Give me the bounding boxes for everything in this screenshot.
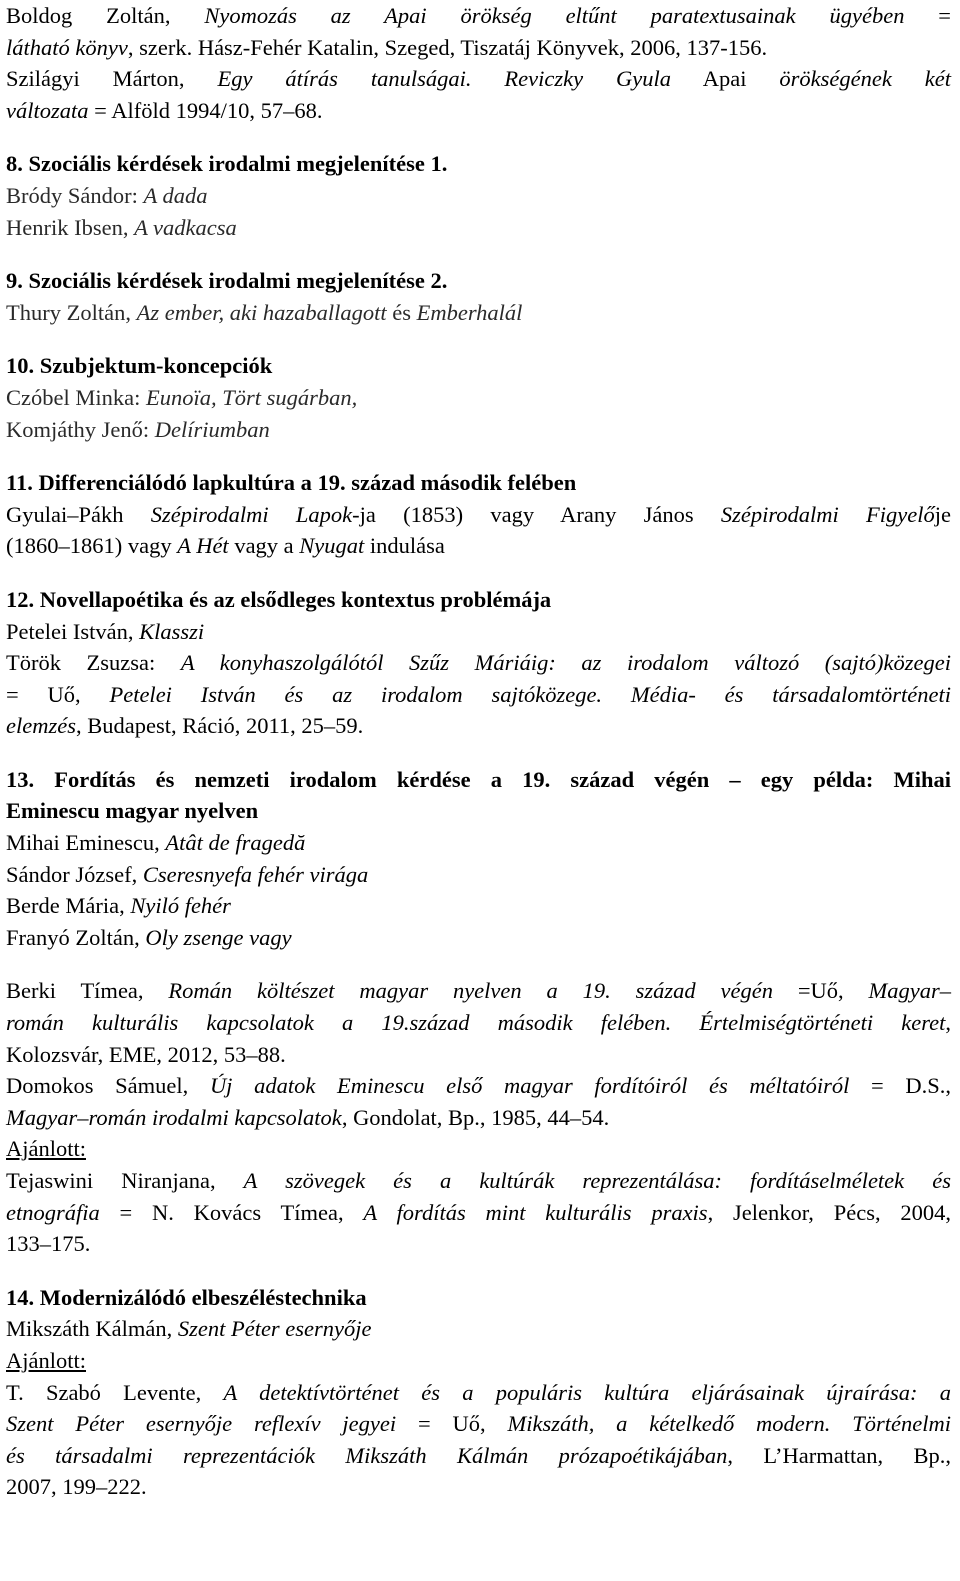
text: Gyulai–Pákh bbox=[6, 501, 151, 527]
author: Mikszáth Kálmán, bbox=[6, 1316, 178, 1342]
section-heading: 10. Szubjektum-koncepciók bbox=[6, 353, 273, 379]
reading-item bbox=[6, 530, 951, 562]
work-title: román kulturális kapcsolatok a 19.század második felében. Értelmiségtörténeti keret bbox=[6, 1010, 946, 1036]
work-title: Magyar–román irodalmi kapcsolatok bbox=[6, 1104, 342, 1130]
reference-line bbox=[6, 1440, 951, 1472]
text: és bbox=[386, 299, 417, 325]
author: Czóbel Minka: bbox=[6, 384, 146, 410]
work-title: Mikszáth, a kételkedő modern. Történelmi bbox=[507, 1411, 951, 1437]
reading-item bbox=[6, 382, 951, 414]
reference-line bbox=[6, 1228, 951, 1260]
work-title: elemzés bbox=[6, 713, 76, 739]
author: T. Szabó Levente, bbox=[6, 1379, 224, 1405]
text: Boldog Zoltán, bbox=[6, 3, 205, 28]
author: Tejaswini Niranjana, bbox=[6, 1168, 244, 1193]
section-heading: 13. Fordítás és nemzeti irodalom kérdése a 19. század végén – egy példa: Mihai bbox=[6, 766, 951, 792]
work-title: A detektívtörténet és a populáris kultúra eljárásainak újraírása: a bbox=[223, 1379, 952, 1405]
reference-line bbox=[6, 1007, 951, 1039]
author: Thury Zoltán, bbox=[6, 299, 137, 325]
text: , Jelenkor, Pécs, 2004, bbox=[707, 1199, 951, 1225]
work-title: Magyar– bbox=[868, 978, 951, 1004]
work-title: A vadkacsa bbox=[134, 214, 237, 240]
title-italic: örökségének két bbox=[779, 66, 952, 92]
text: (1860–1861) vagy bbox=[6, 533, 178, 559]
work-title: és társadalmi reprezentációk Mikszáth Kálmán prózapoétikájában bbox=[6, 1442, 728, 1468]
work-title: Nyiló fehér bbox=[130, 893, 231, 919]
reading-item bbox=[6, 1313, 951, 1345]
work-title: A konyhaszolgálótól Szűz Máriáig: az irodalom változó (sajtó)közegei bbox=[180, 650, 951, 676]
reference-line bbox=[6, 1102, 951, 1134]
work-title: Klasszi bbox=[139, 618, 205, 644]
text: Apai bbox=[671, 66, 780, 92]
text: , szerk. Hász-Fehér Katalin, Szeged, Tiszatáj Könyvek, 2006, 137-156. bbox=[127, 34, 768, 60]
section-heading: 14. Modernizálódó elbeszéléstechnika bbox=[6, 1284, 367, 1310]
reference-line bbox=[6, 1070, 951, 1102]
text: Kolozsvár, EME, 2012, 53–88. bbox=[6, 1041, 286, 1067]
reading-item bbox=[6, 297, 951, 329]
work-title: Szent Péter esernyője bbox=[177, 1316, 372, 1342]
work-title: Az ember, aki hazaballagott bbox=[136, 299, 387, 325]
work-title: etnográfia bbox=[6, 1199, 100, 1225]
reference-line bbox=[6, 32, 951, 64]
reading-item bbox=[6, 212, 951, 244]
reference-line bbox=[6, 1408, 951, 1440]
work-title: Szépirodalmi Figyelő bbox=[720, 501, 935, 527]
reference-line bbox=[6, 1039, 951, 1071]
text: , Budapest, Ráció, 2011, 25–59. bbox=[75, 713, 364, 739]
author: Bródy Sándor: bbox=[6, 182, 144, 208]
author: Komjáthy Jenő: bbox=[6, 416, 155, 442]
text: = Uő, bbox=[6, 681, 110, 707]
text: indulása bbox=[364, 533, 445, 559]
text: =Uő, bbox=[772, 978, 869, 1004]
work-title: A dada bbox=[143, 182, 208, 208]
work-title: Eunoïa, Tört sugárban, bbox=[145, 384, 358, 410]
work-title: A szövegek és a kultúrák reprezentálása: fordításelméletek és bbox=[243, 1168, 951, 1193]
reading-item bbox=[6, 859, 951, 891]
section-heading: 11. Differenciálódó lapkultúra a 19. század második felében bbox=[6, 470, 577, 496]
work-title: Delíriumban bbox=[154, 416, 270, 442]
author: Franyó Zoltán, bbox=[6, 924, 146, 950]
title-italic: látható könyv bbox=[6, 34, 128, 60]
reference-line bbox=[6, 975, 951, 1007]
text: je bbox=[934, 501, 951, 527]
reference-line bbox=[6, 1165, 951, 1197]
text: , L’Harmattan, Bp., bbox=[727, 1442, 951, 1468]
author: Henrik Ibsen, bbox=[6, 214, 135, 240]
author: Petelei István, bbox=[6, 618, 140, 644]
spacer bbox=[6, 562, 951, 584]
spacer bbox=[6, 243, 951, 265]
text: , Gondolat, Bp., 1985, 44–54. bbox=[341, 1104, 610, 1130]
author: Sándor József, bbox=[6, 861, 143, 887]
work-title: Szent Péter esernyője reflexív jegyei bbox=[6, 1411, 397, 1437]
work-title: Nyugat bbox=[299, 533, 365, 559]
reference-line bbox=[6, 710, 951, 742]
reading-item bbox=[6, 414, 951, 446]
reading-item bbox=[6, 180, 951, 212]
spacer bbox=[6, 328, 951, 350]
text: = D.S., bbox=[849, 1073, 952, 1099]
work-title: Cseresnyefa fehér virága bbox=[142, 861, 369, 887]
reading-item bbox=[6, 827, 951, 859]
text: -ja (1853) vagy Arany János bbox=[352, 501, 721, 527]
title-italic: változata bbox=[6, 97, 89, 123]
spacer bbox=[6, 126, 951, 148]
text: 133–175. bbox=[6, 1231, 91, 1257]
spacer bbox=[6, 445, 951, 467]
work-title: A fordítás mint kulturális praxis bbox=[363, 1199, 708, 1225]
reference-line bbox=[6, 1471, 951, 1503]
work-title: Petelei István és az irodalom sajtóközege. Média- és társadalomtörténeti bbox=[109, 681, 951, 707]
reference-line bbox=[6, 1377, 951, 1409]
reference-line bbox=[6, 647, 951, 679]
work-title: Emberhalál bbox=[416, 299, 523, 325]
author: Török Zsuzsa: bbox=[6, 650, 181, 676]
text: 2007, 199–222. bbox=[6, 1474, 147, 1500]
work-title: Oly zsenge vagy bbox=[145, 924, 292, 950]
title-italic: Nyomozás az Apai örökség eltűnt paratextusainak ügyében bbox=[204, 3, 905, 28]
recommended-label: Ajánlott: bbox=[6, 1347, 86, 1373]
reference-line bbox=[6, 0, 951, 32]
author: Mihai Eminescu, bbox=[6, 830, 166, 856]
title-italic: Egy átírás tanulságai. Reviczky Gyula bbox=[217, 66, 672, 92]
work-title: Új adatok Eminescu első magyar fordítóiról és méltatóiról bbox=[209, 1073, 850, 1099]
spacer bbox=[6, 742, 951, 764]
section-heading: Eminescu magyar nyelven bbox=[6, 798, 259, 824]
text: = N. Kovács Tímea, bbox=[99, 1199, 364, 1225]
reading-item bbox=[6, 922, 951, 954]
work-title: A Hét bbox=[177, 533, 229, 559]
author: Berki Tímea, bbox=[6, 978, 169, 1004]
section-heading: 8. Szociális kérdések irodalmi megjelenítése 1. bbox=[6, 151, 448, 177]
author: Domokos Sámuel, bbox=[6, 1073, 210, 1099]
author: Berde Mária, bbox=[6, 893, 131, 919]
section-heading: 9. Szociális kérdések irodalmi megjelenítése 2. bbox=[6, 268, 448, 294]
work-title: Szépirodalmi Lapok bbox=[150, 501, 353, 527]
text: = Uő, bbox=[396, 1411, 508, 1437]
reference-line bbox=[6, 1197, 951, 1229]
spacer bbox=[6, 1260, 951, 1282]
text: = Alföld 1994/10, 57–68. bbox=[88, 97, 323, 123]
reading-item bbox=[6, 890, 951, 922]
recommended-label: Ajánlott: bbox=[6, 1136, 86, 1162]
section-heading: 12. Novellapoétika és az elsődleges kontextus problémája bbox=[6, 586, 552, 612]
work-title: Román költészet magyar nyelven a 19. század végén bbox=[168, 978, 773, 1004]
text: vagy a bbox=[228, 533, 300, 559]
reference-line bbox=[6, 95, 951, 127]
text: Szilágyi Márton, bbox=[6, 66, 218, 92]
reference-line bbox=[6, 63, 951, 95]
work-title: Atât de fragedă bbox=[165, 830, 306, 856]
text: = bbox=[904, 3, 951, 28]
reading-item bbox=[6, 616, 951, 648]
spacer bbox=[6, 953, 951, 975]
reading-item bbox=[6, 499, 951, 531]
reference-line bbox=[6, 679, 951, 711]
text: , bbox=[945, 1010, 951, 1036]
